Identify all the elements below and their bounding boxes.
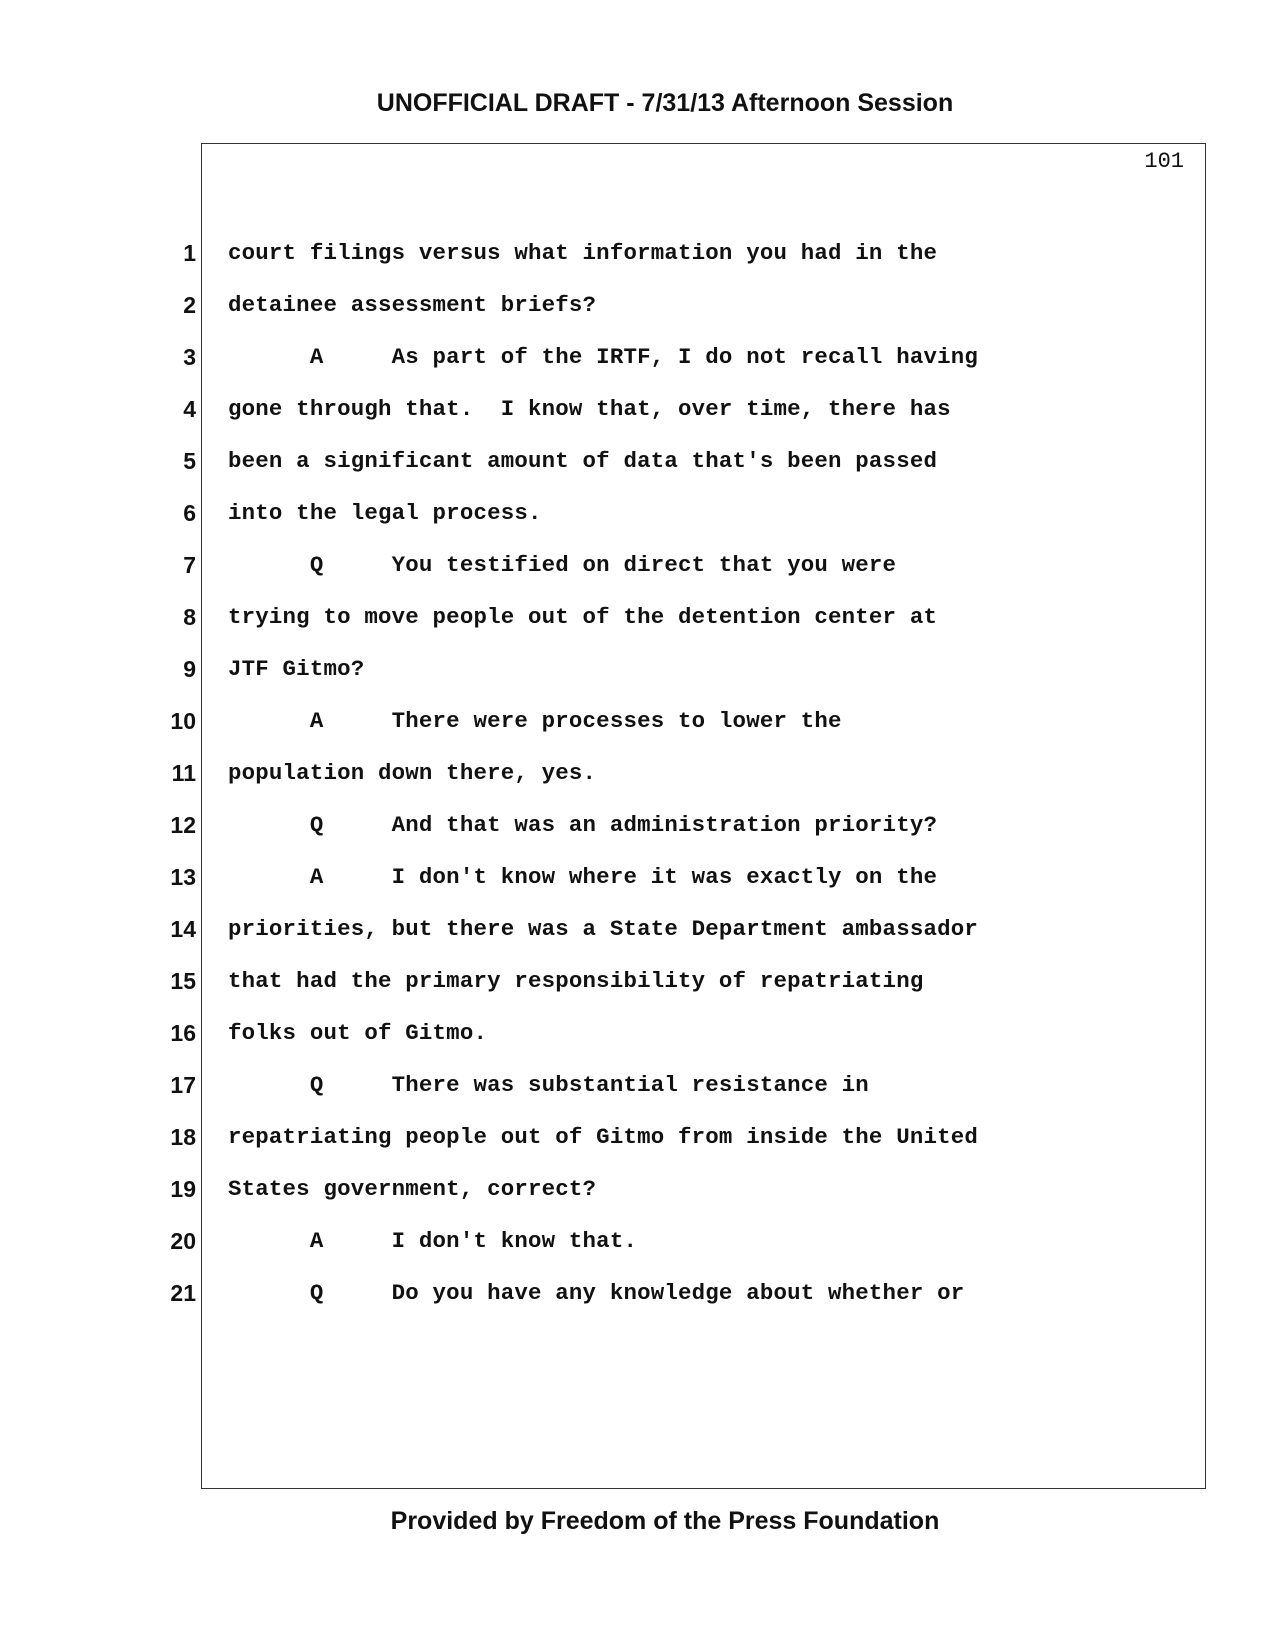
line-number: 13 — [170, 864, 196, 890]
line-text: priorities, but there was a State Department ambassador — [228, 916, 979, 942]
line-number: 20 — [170, 1228, 196, 1254]
line-number: 9 — [183, 656, 196, 682]
line-number: 12 — [170, 812, 196, 838]
line-text: Q There was substantial resistance in — [228, 1072, 869, 1098]
line-number: 11 — [171, 760, 196, 786]
page-number: 101 — [1144, 149, 1184, 174]
line-number: 14 — [170, 916, 196, 942]
transcript-line — [0, 1168, 1100, 1220]
transcript-line — [0, 388, 1100, 440]
transcript-line — [0, 960, 1100, 1012]
line-text: population down there, yes. — [228, 760, 597, 786]
line-text: detainee assessment briefs? — [228, 292, 597, 318]
transcript-line — [0, 1220, 1100, 1272]
page-header-title: UNOFFICIAL DRAFT - 7/31/13 Afternoon Session — [376, 89, 954, 117]
line-text: A As part of the IRTF, I do not recall having — [228, 344, 979, 370]
line-text: Q And that was an administration priority? — [228, 812, 938, 838]
line-text: trying to move people out of the detention center at — [228, 604, 938, 630]
line-number: 2 — [183, 292, 196, 318]
line-number: 19 — [170, 1176, 196, 1202]
transcript-line — [0, 284, 1100, 336]
line-text: A I don't know that. — [228, 1228, 638, 1254]
transcript-line — [0, 336, 1100, 388]
transcript-line — [0, 544, 1100, 596]
line-text: been a significant amount of data that's been passed — [228, 448, 938, 474]
transcript-line — [0, 492, 1100, 544]
transcript-line — [0, 804, 1100, 856]
line-text: into the legal process. — [228, 500, 542, 526]
line-text: that had the primary responsibility of repatriating — [228, 968, 924, 994]
line-text: court filings versus what information you had in the — [228, 240, 938, 266]
line-text: A I don't know where it was exactly on the — [228, 864, 938, 890]
line-number: 15 — [170, 968, 196, 994]
line-text: A There were processes to lower the — [228, 708, 842, 734]
line-number: 8 — [183, 604, 196, 630]
line-number: 4 — [183, 396, 196, 422]
line-text: JTF Gitmo? — [228, 656, 365, 682]
line-number: 18 — [170, 1124, 196, 1150]
transcript-line — [0, 1012, 1100, 1064]
footer-attribution: Provided by Freedom of the Press Foundation — [390, 1507, 940, 1535]
transcript-line — [0, 908, 1100, 960]
line-number: 1 — [183, 240, 196, 266]
line-text: States government, correct? — [228, 1176, 597, 1202]
line-text: gone through that. I know that, over time, there has — [228, 396, 951, 422]
transcript-line — [0, 1116, 1100, 1168]
transcript-line — [0, 856, 1100, 908]
transcript-line — [0, 596, 1100, 648]
transcript-line — [0, 440, 1100, 492]
line-number: 6 — [183, 500, 196, 526]
transcript-line — [0, 752, 1100, 804]
transcript-line — [0, 1272, 1100, 1324]
line-number: 7 — [183, 552, 196, 578]
line-number: 3 — [183, 344, 196, 370]
transcript-line — [0, 1064, 1100, 1116]
line-text: repatriating people out of Gitmo from inside the United — [228, 1124, 979, 1150]
transcript-lines — [0, 232, 1100, 1324]
line-number: 5 — [183, 448, 196, 474]
line-text: Q You testified on direct that you were — [228, 552, 897, 578]
line-number: 21 — [170, 1280, 196, 1306]
line-text: folks out of Gitmo. — [228, 1020, 488, 1046]
line-number: 16 — [170, 1020, 196, 1046]
transcript-line — [0, 700, 1100, 752]
transcript-line — [0, 648, 1100, 700]
transcript-line — [0, 232, 1100, 284]
line-text: Q Do you have any knowledge about whether or — [228, 1280, 965, 1306]
line-number: 17 — [170, 1072, 196, 1098]
line-number: 10 — [170, 708, 196, 734]
